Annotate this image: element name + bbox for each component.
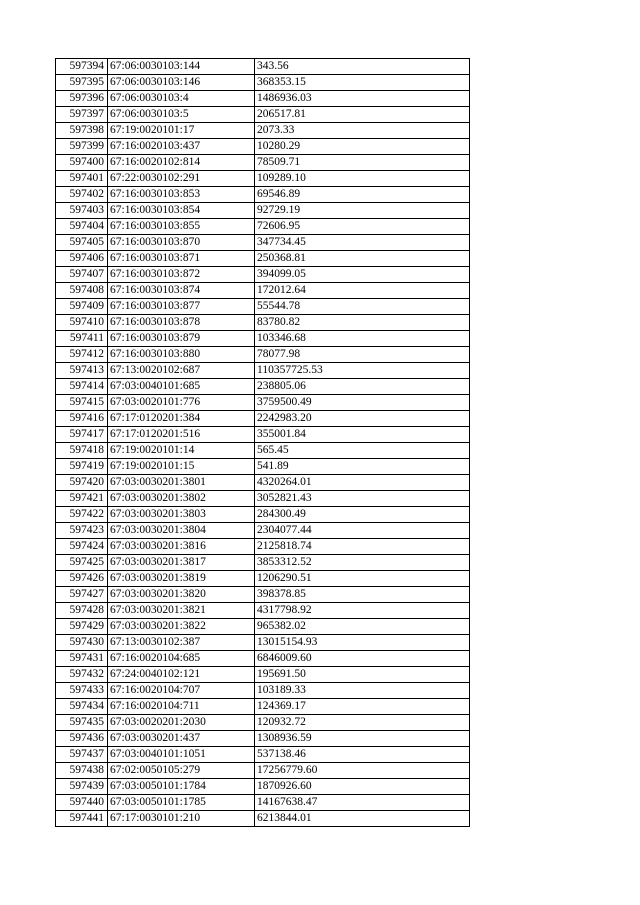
row-number-cell: 597417: [56, 427, 108, 443]
value-cell: 2242983.20: [255, 411, 470, 427]
row-number-cell: 597408: [56, 283, 108, 299]
value-cell: 250368.81: [255, 251, 470, 267]
cadastral-number-cell: 67:13:0020102:687: [108, 363, 255, 379]
value-cell: 103189.33: [255, 683, 470, 699]
row-number-cell: 597425: [56, 555, 108, 571]
cadastral-number-cell: 67:16:0030103:870: [108, 235, 255, 251]
value-cell: 206517.81: [255, 107, 470, 123]
table-row: [56, 459, 470, 475]
value-cell: 17256779.60: [255, 763, 470, 779]
value-cell: 355001.84: [255, 427, 470, 443]
value-cell: 14167638.47: [255, 795, 470, 811]
value-cell: 69546.89: [255, 187, 470, 203]
cadastral-number-cell: 67:13:0030102:387: [108, 635, 255, 651]
row-number-cell: 597439: [56, 779, 108, 795]
row-number-cell: 597436: [56, 731, 108, 747]
value-cell: 103346.68: [255, 331, 470, 347]
row-number-cell: 597433: [56, 683, 108, 699]
row-number-cell: 597418: [56, 443, 108, 459]
table-row: [56, 91, 470, 107]
row-number-cell: 597409: [56, 299, 108, 315]
table-row: [56, 155, 470, 171]
table-row: [56, 523, 470, 539]
value-cell: 343.56: [255, 59, 470, 75]
cadastral-number-cell: 67:19:0020101:15: [108, 459, 255, 475]
table-row: [56, 107, 470, 123]
value-cell: 1206290.51: [255, 571, 470, 587]
table-row: [56, 731, 470, 747]
row-number-cell: 597428: [56, 603, 108, 619]
row-number-cell: 597432: [56, 667, 108, 683]
value-cell: 110357725.53: [255, 363, 470, 379]
table-row: [56, 123, 470, 139]
row-number-cell: 597441: [56, 811, 108, 827]
value-cell: 78077.98: [255, 347, 470, 363]
cadastral-number-cell: 67:22:0030102:291: [108, 171, 255, 187]
table-body: [56, 59, 470, 827]
value-cell: 4317798.92: [255, 603, 470, 619]
cadastral-number-cell: 67:06:0030103:146: [108, 75, 255, 91]
cadastral-number-cell: 67:16:0030103:855: [108, 219, 255, 235]
table-row: [56, 235, 470, 251]
row-number-cell: 597437: [56, 747, 108, 763]
value-cell: 6846009.60: [255, 651, 470, 667]
table-row: [56, 299, 470, 315]
table-row: [56, 171, 470, 187]
cadastral-number-cell: 67:16:0030103:872: [108, 267, 255, 283]
row-number-cell: 597419: [56, 459, 108, 475]
row-number-cell: 597394: [56, 59, 108, 75]
value-cell: 92729.19: [255, 203, 470, 219]
cadastral-number-cell: 67:03:0020201:2030: [108, 715, 255, 731]
cadastral-number-cell: 67:06:0030103:4: [108, 91, 255, 107]
table-row: [56, 491, 470, 507]
row-number-cell: 597427: [56, 587, 108, 603]
table-row: [56, 139, 470, 155]
row-number-cell: 597395: [56, 75, 108, 91]
table-row: [56, 427, 470, 443]
cadastral-number-cell: 67:03:0030201:3802: [108, 491, 255, 507]
value-cell: 6213844.01: [255, 811, 470, 827]
row-number-cell: 597429: [56, 619, 108, 635]
table-row: [56, 187, 470, 203]
value-cell: 172012.64: [255, 283, 470, 299]
row-number-cell: 597423: [56, 523, 108, 539]
table-row: [56, 219, 470, 235]
table-row: [56, 603, 470, 619]
row-number-cell: 597400: [56, 155, 108, 171]
value-cell: 2125818.74: [255, 539, 470, 555]
cadastral-number-cell: 67:03:0040101:1051: [108, 747, 255, 763]
value-cell: 965382.02: [255, 619, 470, 635]
row-number-cell: 597412: [56, 347, 108, 363]
row-number-cell: 597410: [56, 315, 108, 331]
cadastral-number-cell: 67:06:0030103:144: [108, 59, 255, 75]
row-number-cell: 597411: [56, 331, 108, 347]
value-cell: 2304077.44: [255, 523, 470, 539]
cadastral-value-table: [55, 58, 470, 827]
row-number-cell: 597424: [56, 539, 108, 555]
cadastral-number-cell: 67:03:0020101:776: [108, 395, 255, 411]
value-cell: 3759500.49: [255, 395, 470, 411]
cadastral-number-cell: 67:17:0120201:516: [108, 427, 255, 443]
row-number-cell: 597430: [56, 635, 108, 651]
row-number-cell: 597434: [56, 699, 108, 715]
value-cell: 347734.45: [255, 235, 470, 251]
cadastral-number-cell: 67:16:0020104:711: [108, 699, 255, 715]
table-row: [56, 347, 470, 363]
row-number-cell: 597399: [56, 139, 108, 155]
table-row: [56, 699, 470, 715]
table-row: [56, 715, 470, 731]
cadastral-number-cell: 67:16:0020104:685: [108, 651, 255, 667]
value-cell: 120932.72: [255, 715, 470, 731]
cadastral-number-cell: 67:02:0050105:279: [108, 763, 255, 779]
table-row: [56, 811, 470, 827]
row-number-cell: 597421: [56, 491, 108, 507]
row-number-cell: 597413: [56, 363, 108, 379]
row-number-cell: 597414: [56, 379, 108, 395]
row-number-cell: 597440: [56, 795, 108, 811]
value-cell: 2073.33: [255, 123, 470, 139]
row-number-cell: 597404: [56, 219, 108, 235]
cadastral-number-cell: 67:03:0030201:3803: [108, 507, 255, 523]
cadastral-number-cell: 67:16:0030103:878: [108, 315, 255, 331]
value-cell: 284300.49: [255, 507, 470, 523]
table-row: [56, 203, 470, 219]
value-cell: 398378.85: [255, 587, 470, 603]
row-number-cell: 597397: [56, 107, 108, 123]
row-number-cell: 597420: [56, 475, 108, 491]
table-row: [56, 411, 470, 427]
cadastral-number-cell: 67:16:0030103:874: [108, 283, 255, 299]
table-row: [56, 795, 470, 811]
value-cell: 3052821.43: [255, 491, 470, 507]
table-row: [56, 379, 470, 395]
cadastral-number-cell: 67:03:0030201:3821: [108, 603, 255, 619]
table-row: [56, 619, 470, 635]
row-number-cell: 597431: [56, 651, 108, 667]
value-cell: 109289.10: [255, 171, 470, 187]
value-cell: 537138.46: [255, 747, 470, 763]
cadastral-number-cell: 67:03:0030201:3817: [108, 555, 255, 571]
cadastral-number-cell: 67:03:0050101:1785: [108, 795, 255, 811]
table-row: [56, 635, 470, 651]
table-row: [56, 587, 470, 603]
table-row: [56, 763, 470, 779]
table-row: [56, 475, 470, 491]
value-cell: 368353.15: [255, 75, 470, 91]
table-row: [56, 75, 470, 91]
row-number-cell: 597398: [56, 123, 108, 139]
cadastral-number-cell: 67:16:0030103:877: [108, 299, 255, 315]
table-row: [56, 331, 470, 347]
cadastral-number-cell: 67:24:0040102:121: [108, 667, 255, 683]
table-row: [56, 555, 470, 571]
cadastral-number-cell: 67:16:0030103:871: [108, 251, 255, 267]
row-number-cell: 597401: [56, 171, 108, 187]
table-row: [56, 747, 470, 763]
table-row: [56, 315, 470, 331]
table-row: [56, 251, 470, 267]
cadastral-number-cell: 67:03:0030201:3816: [108, 539, 255, 555]
value-cell: 4320264.01: [255, 475, 470, 491]
row-number-cell: 597422: [56, 507, 108, 523]
value-cell: 78509.71: [255, 155, 470, 171]
table-row: [56, 283, 470, 299]
cadastral-number-cell: 67:16:0030103:880: [108, 347, 255, 363]
value-cell: 394099.05: [255, 267, 470, 283]
value-cell: 541.89: [255, 459, 470, 475]
cadastral-number-cell: 67:16:0020103:437: [108, 139, 255, 155]
row-number-cell: 597438: [56, 763, 108, 779]
row-number-cell: 597402: [56, 187, 108, 203]
row-number-cell: 597426: [56, 571, 108, 587]
table-row: [56, 683, 470, 699]
row-number-cell: 597416: [56, 411, 108, 427]
value-cell: 1486936.03: [255, 91, 470, 107]
cadastral-number-cell: 67:06:0030103:5: [108, 107, 255, 123]
value-cell: 13015154.93: [255, 635, 470, 651]
cadastral-number-cell: 67:19:0020101:17: [108, 123, 255, 139]
cadastral-number-cell: 67:19:0020101:14: [108, 443, 255, 459]
table-row: [56, 539, 470, 555]
value-cell: 10280.29: [255, 139, 470, 155]
cadastral-number-cell: 67:16:0030103:879: [108, 331, 255, 347]
cadastral-number-cell: 67:16:0020104:707: [108, 683, 255, 699]
table-row: [56, 395, 470, 411]
cadastral-number-cell: 67:03:0030201:3801: [108, 475, 255, 491]
table-row: [56, 667, 470, 683]
table-row: [56, 651, 470, 667]
cadastral-number-cell: 67:03:0030201:3820: [108, 587, 255, 603]
cadastral-number-cell: 67:16:0030103:853: [108, 187, 255, 203]
table-row: [56, 507, 470, 523]
value-cell: 238805.06: [255, 379, 470, 395]
cadastral-number-cell: 67:03:0040101:685: [108, 379, 255, 395]
cadastral-number-cell: 67:03:0030201:3819: [108, 571, 255, 587]
table-row: [56, 571, 470, 587]
row-number-cell: 597396: [56, 91, 108, 107]
table-row: [56, 363, 470, 379]
cadastral-number-cell: 67:03:0030201:3822: [108, 619, 255, 635]
value-cell: 195691.50: [255, 667, 470, 683]
cadastral-number-cell: 67:16:0020102:814: [108, 155, 255, 171]
row-number-cell: 597407: [56, 267, 108, 283]
table-row: [56, 443, 470, 459]
row-number-cell: 597415: [56, 395, 108, 411]
value-cell: 124369.17: [255, 699, 470, 715]
row-number-cell: 597403: [56, 203, 108, 219]
cadastral-number-cell: 67:03:0050101:1784: [108, 779, 255, 795]
row-number-cell: 597406: [56, 251, 108, 267]
cadastral-number-cell: 67:16:0030103:854: [108, 203, 255, 219]
value-cell: 565.45: [255, 443, 470, 459]
value-cell: 3853312.52: [255, 555, 470, 571]
cadastral-number-cell: 67:17:0120201:384: [108, 411, 255, 427]
cadastral-number-cell: 67:03:0030201:437: [108, 731, 255, 747]
value-cell: 1308936.59: [255, 731, 470, 747]
row-number-cell: 597435: [56, 715, 108, 731]
value-cell: 72606.95: [255, 219, 470, 235]
value-cell: 83780.82: [255, 315, 470, 331]
row-number-cell: 597405: [56, 235, 108, 251]
table-row: [56, 779, 470, 795]
value-cell: 55544.78: [255, 299, 470, 315]
cadastral-number-cell: 67:17:0030101:210: [108, 811, 255, 827]
table-row: [56, 59, 470, 75]
cadastral-number-cell: 67:03:0030201:3804: [108, 523, 255, 539]
value-cell: 1870926.60: [255, 779, 470, 795]
table-row: [56, 267, 470, 283]
